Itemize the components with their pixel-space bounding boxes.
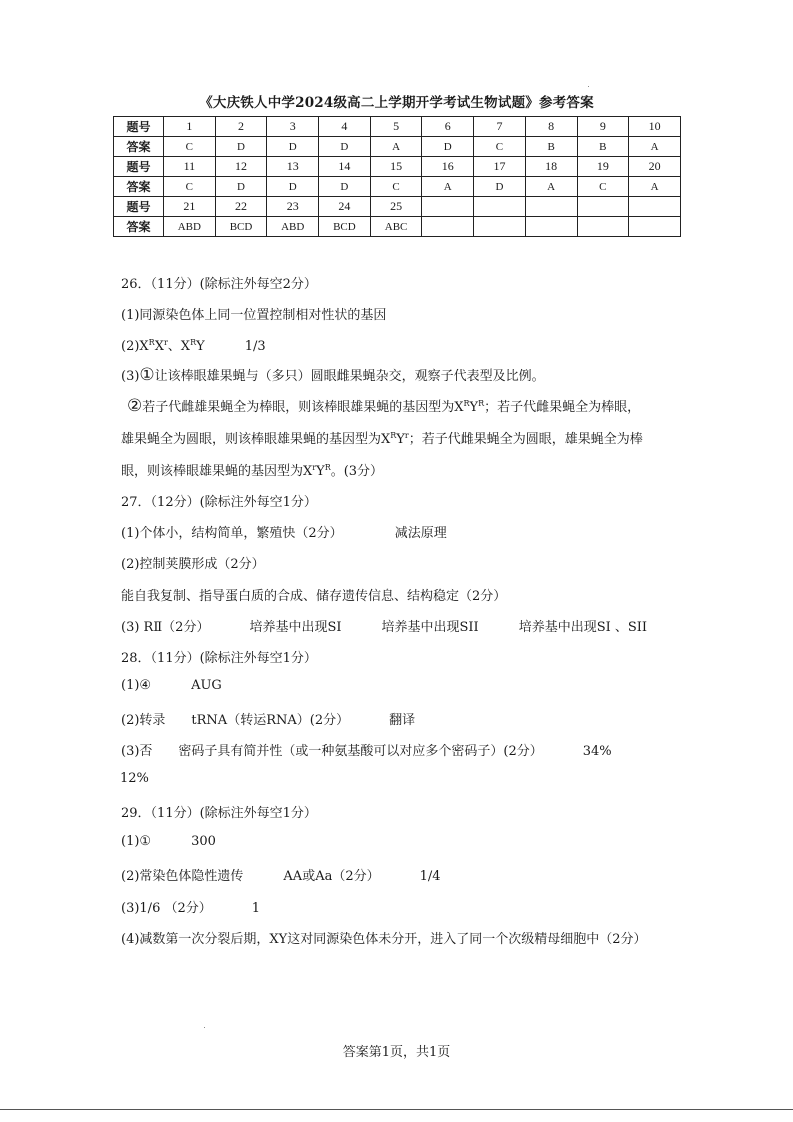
question-number-cell: 5	[370, 117, 422, 137]
answer-row	[114, 217, 681, 237]
q26-answer-1: (1)同源染色体上同一位置控制相对性状的基因	[121, 308, 387, 323]
question-number-label: 题号	[114, 157, 164, 177]
question-number-cell: 17	[474, 157, 526, 177]
speck	[588, 86, 589, 87]
question-number-cell	[629, 197, 681, 217]
answer-cell: D	[422, 137, 474, 157]
circled-one: ①	[139, 365, 155, 385]
page-bottom-rule	[0, 1109, 793, 1110]
q29-answer-2: (2)常染色体隐性遗传 AA或Aa（2分） 1/4	[121, 869, 441, 884]
q26-answer-3-part2-end: 眼，则该棒眼雄果蝇的基因型为$X^rY^R$。(3分）	[121, 463, 384, 479]
answer-cell: ABC	[370, 217, 422, 237]
answer-cell: D	[319, 137, 371, 157]
answer-cell: BCD	[319, 217, 371, 237]
question-number-label: 题号	[114, 117, 164, 137]
question-number-cell	[525, 197, 577, 217]
question-number-cell: 15	[370, 157, 422, 177]
answer-cell: C	[370, 177, 422, 197]
q27-heading: 27．（12分）(除标注外每空1分）	[121, 495, 317, 510]
answer-cell	[577, 217, 629, 237]
question-number-cell: 6	[422, 117, 474, 137]
q26-answer-3-part2-cont: 雄果蝇全为圆眼，则该棒眼雄果蝇的基因型为$X^RY^r$；若子代雌果蝇全为圆眼，雄果蝇全为棒	[121, 431, 643, 447]
answer-cell	[422, 217, 474, 237]
question-number-cell: 24	[319, 197, 371, 217]
question-number-cell: 12	[215, 157, 267, 177]
q28-answer-3-cont: 12%	[120, 771, 149, 786]
answer-cell: D	[474, 177, 526, 197]
question-number-cell: 20	[629, 157, 681, 177]
question-number-cell: 10	[629, 117, 681, 137]
answer-cell: A	[629, 137, 681, 157]
answer-cell: BCD	[215, 217, 267, 237]
answer-cell: D	[319, 177, 371, 197]
num-row	[114, 117, 681, 137]
answer-cell: A	[629, 177, 681, 197]
answer-cell: B	[525, 137, 577, 157]
question-number-cell: 7	[474, 117, 526, 137]
page-title: 《大庆铁人中学2024级高二上学期开学考试生物试题》参考答案	[199, 95, 594, 111]
question-number-cell: 8	[525, 117, 577, 137]
question-number-cell: 14	[319, 157, 371, 177]
question-number-cell: 21	[164, 197, 216, 217]
q28-answer-2: (2)转录 tRNA（转运RNA）(2分） 翻译	[121, 713, 416, 728]
question-number-cell: 22	[215, 197, 267, 217]
answer-cell: C	[474, 137, 526, 157]
question-number-cell: 11	[164, 157, 216, 177]
q29-answer-3: (3)1/6 （2分） 1	[121, 901, 261, 916]
q27-answer-2: (2)控制荚膜形成（2分）	[121, 557, 265, 572]
question-number-cell: 25	[370, 197, 422, 217]
answer-label: 答案	[114, 137, 164, 157]
answer-cell: ABD	[164, 217, 216, 237]
question-number-cell: 23	[267, 197, 319, 217]
question-number-cell	[474, 197, 526, 217]
question-number-cell: 18	[525, 157, 577, 177]
question-number-cell	[577, 197, 629, 217]
num-row	[114, 157, 681, 177]
q28-heading: 28．（11分）(除标注外每空1分）	[121, 651, 317, 666]
answer-cell: C	[164, 137, 216, 157]
question-number-cell: 2	[215, 117, 267, 137]
answer-cell: C	[164, 177, 216, 197]
num-row	[114, 197, 681, 217]
q28-answer-3: (3)否 密码子具有简并性（或一种氨基酸可以对应多个密码子）(2分） 34%	[121, 744, 612, 759]
q28-answer-1: (1)④ AUG	[121, 678, 222, 693]
q29-answer-4: (4)减数第一次分裂后期，XY这对同源染色体未分开，进入了同一个次级精母细胞中（2分）	[121, 932, 647, 947]
question-number-label: 题号	[114, 197, 164, 217]
question-number-cell: 1	[164, 117, 216, 137]
question-number-cell: 16	[422, 157, 474, 177]
q29-heading: 29．（11分）(除标注外每空1分）	[121, 806, 317, 821]
answer-cell	[629, 217, 681, 237]
answer-cell: C	[577, 177, 629, 197]
speck	[204, 1027, 205, 1028]
answer-cell: D	[215, 137, 267, 157]
answer-table	[113, 116, 681, 237]
q27-answer-1: (1)个体小，结构简单，繁殖快（2分） 减法原理	[121, 526, 447, 541]
answer-cell: D	[215, 177, 267, 197]
question-number-cell	[422, 197, 474, 217]
answer-cell: ABD	[267, 217, 319, 237]
answer-label: 答案	[114, 217, 164, 237]
q29-answer-1: (1)① 300	[121, 834, 216, 849]
q27-answer-2-cont: 能自我复制、指导蛋白质的合成、储存遗传信息、结构稳定（2分）	[121, 589, 507, 604]
answer-cell: A	[370, 137, 422, 157]
page-footer: 答案第1页，共1页	[342, 1045, 451, 1060]
question-number-cell: 19	[577, 157, 629, 177]
q26-answer-3: (3)①让该棒眼雄果蝇与（多只）圆眼雌果蝇杂交，观察子代表型及比例。	[121, 365, 545, 385]
answer-label: 答案	[114, 177, 164, 197]
circled-two: ②	[127, 396, 143, 416]
answer-cell: A	[525, 177, 577, 197]
q26-heading: 26．（11分）(除标注外每空2分）	[121, 277, 317, 292]
question-number-cell: 9	[577, 117, 629, 137]
answer-cell: D	[267, 177, 319, 197]
question-number-cell: 13	[267, 157, 319, 177]
answer-cell	[474, 217, 526, 237]
question-number-cell: 4	[319, 117, 371, 137]
q26-answer-3-part2: ②若子代雌雄果蝇全为棒眼，则该棒眼雄果蝇的基因型为$X^RY^R$；若子代雌果蝇全为棒眼，	[127, 396, 641, 416]
q27-answer-3: (3) RⅡ（2分） 培养基中出现SI 培养基中出现SII 培养基中出现SI 、SII	[121, 620, 648, 635]
answer-cell: D	[267, 137, 319, 157]
q26-answer-2: $(2)X^RX^r$、$X^RY$ 1/3	[121, 338, 266, 354]
question-number-cell: 3	[267, 117, 319, 137]
answer-cell: B	[577, 137, 629, 157]
answer-row	[114, 177, 681, 197]
answer-cell	[525, 217, 577, 237]
answer-cell: A	[422, 177, 474, 197]
answer-row	[114, 137, 681, 157]
